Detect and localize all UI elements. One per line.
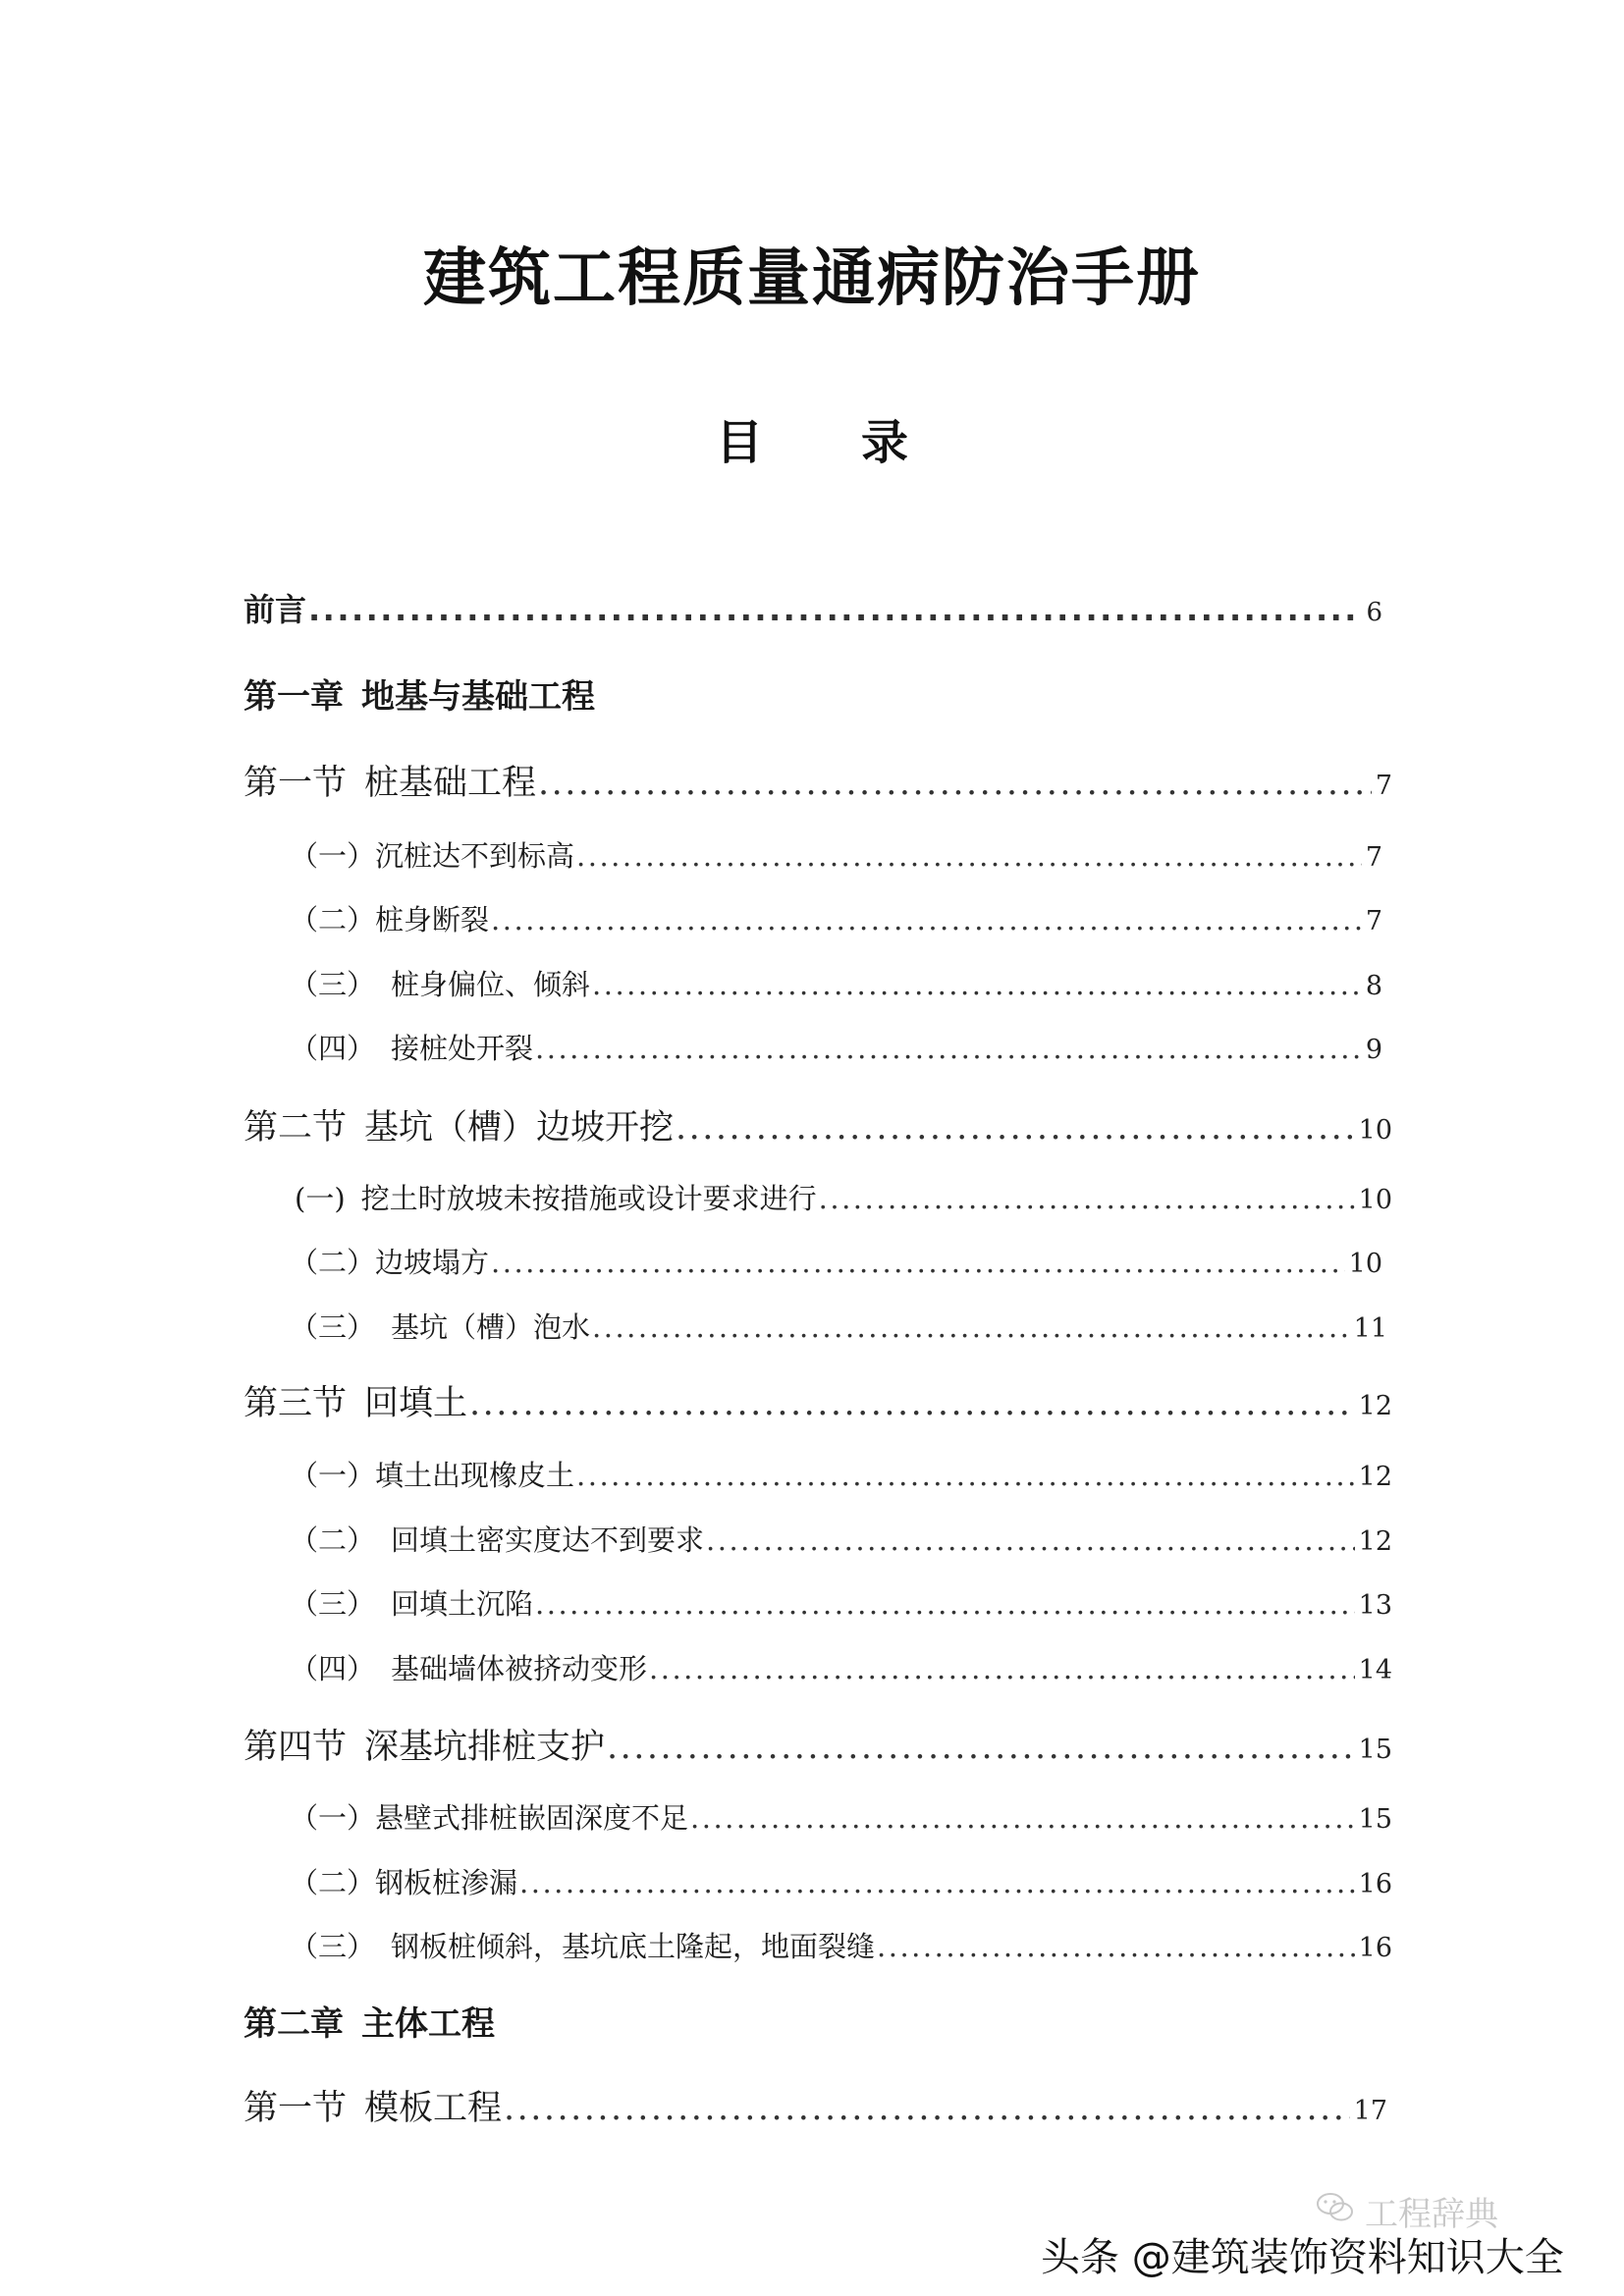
- toc-section-label: 基坑（槽）边坡开挖: [364, 1108, 675, 1148]
- toc-leader-dots: [308, 591, 1362, 628]
- toc-page-number: 7: [1365, 842, 1382, 873]
- toc-item-number: （三）: [290, 968, 376, 1001]
- toc-page-number: 13: [1358, 1590, 1392, 1621]
- toc-item-label: 基础墙体被挤动变形: [391, 1652, 648, 1685]
- toc-page-number: 12: [1358, 1526, 1392, 1557]
- toc-leader-dots: [504, 2089, 1350, 2128]
- toc-entry-label: 前言: [244, 591, 307, 628]
- toc-leader-dots: [676, 1108, 1355, 1148]
- toc-item-label: 桩身断裂: [375, 903, 490, 936]
- toc-leader-dots: [592, 968, 1362, 1001]
- toc-section[interactable]: [244, 2081, 1387, 2130]
- toc-leader-dots: [519, 1866, 1355, 1899]
- toc-leader-dots: [538, 764, 1372, 803]
- watermark-text: 头条 @建筑装饰资料知识大全: [1041, 2235, 1564, 2280]
- toc-item-number: (一): [295, 1182, 346, 1215]
- toc-section-label: 回填土: [364, 1384, 468, 1423]
- watermark-faint-text: 工程辞典: [1365, 2195, 1498, 2234]
- toc-item-label: 边坡塌方: [375, 1246, 490, 1279]
- toc-leader-dots: [491, 1246, 1345, 1279]
- toc-leader-dots: [819, 1182, 1355, 1215]
- toc-chapter-label: 主体工程: [361, 2004, 495, 2044]
- toc-item[interactable]: [290, 1861, 1392, 1901]
- toc-item-number: （一）: [290, 1459, 376, 1492]
- toc-item-number: （二）: [290, 1866, 376, 1899]
- toc-page-number: 7: [1375, 771, 1392, 801]
- toc-page-number: 8: [1365, 971, 1382, 1001]
- toc-item-label: 悬壁式排桩嵌固深度不足: [375, 1801, 689, 1835]
- toc-section[interactable]: [244, 1100, 1392, 1149]
- toc-leader-dots: [576, 1459, 1355, 1492]
- toc-section-number: 第二节: [244, 1108, 348, 1148]
- toc-chapter-number: 第二章: [244, 2004, 344, 2044]
- toc-section-number: 第三节: [244, 1384, 348, 1423]
- toc-leader-dots: [592, 1310, 1350, 1344]
- toc-section-number: 第四节: [244, 1728, 348, 1767]
- toc-page-number: 17: [1353, 2096, 1387, 2126]
- toc-item-label: 沉桩达不到标高: [375, 839, 575, 873]
- toc-item-label: 回填土沉陷: [391, 1587, 534, 1621]
- toc-item-number: （一）: [290, 1801, 376, 1835]
- toc-item[interactable]: [290, 1454, 1392, 1494]
- toc-item-label: 填土出现橡皮土: [375, 1459, 575, 1492]
- toc-section-label: 深基坑排桩支护: [364, 1728, 606, 1767]
- toc-item[interactable]: [290, 1306, 1387, 1346]
- toc-leader-dots: [607, 1728, 1355, 1767]
- toc-heading-right: 录: [861, 415, 909, 470]
- toc-page-number: 6: [1366, 598, 1382, 627]
- toc-heading: [0, 404, 1624, 472]
- toc-item[interactable]: [290, 1796, 1392, 1837]
- toc-section-label: 模板工程: [364, 2089, 503, 2128]
- wechat-icon: [1316, 2191, 1355, 2224]
- toc-section[interactable]: [244, 1720, 1392, 1769]
- toc-item-label: 回填土密实度达不到要求: [391, 1523, 705, 1557]
- toc-leader-dots: [690, 1801, 1355, 1835]
- toc-item[interactable]: [290, 1925, 1392, 1965]
- toc-heading-left: 目: [715, 415, 763, 470]
- toc-leader-dots: [706, 1523, 1355, 1557]
- toc-leader-dots: [877, 1930, 1355, 1963]
- toc-page-number: 11: [1353, 1313, 1387, 1344]
- toc-page-number: 12: [1358, 1462, 1392, 1492]
- toc-section-number: 第一节: [244, 2089, 348, 2128]
- toc-leader-dots: [469, 1384, 1355, 1423]
- toc-leader-dots: [535, 1587, 1355, 1621]
- toc-item[interactable]: [290, 1241, 1382, 1281]
- toc-item-number: （二）: [290, 1523, 376, 1557]
- toc-item[interactable]: [290, 1582, 1392, 1623]
- toc-item-number: （二）: [290, 903, 376, 936]
- toc-item[interactable]: [290, 1647, 1392, 1687]
- toc-leader-dots: [491, 903, 1362, 936]
- toc-page-number: 15: [1358, 1735, 1392, 1765]
- toc-page-number: 16: [1358, 1933, 1392, 1963]
- toc-page-number: 10: [1348, 1249, 1382, 1279]
- toc-leader-dots: [649, 1652, 1355, 1685]
- toc-section-number: 第一节: [244, 764, 348, 803]
- toc-chapter-number: 第一章: [244, 677, 344, 717]
- toc-item-label: 挖土时放坡未按措施或设计要求进行: [360, 1182, 817, 1215]
- toc-section[interactable]: [244, 756, 1392, 805]
- toc-item[interactable]: [295, 1177, 1392, 1217]
- toc-item-label: 接桩处开裂: [391, 1032, 534, 1065]
- toc-item-number: （一）: [290, 839, 376, 873]
- toc-item[interactable]: [290, 1027, 1382, 1067]
- toc-item-label: 钢板桩倾斜，基坑底土隆起，地面裂缝: [391, 1930, 876, 1963]
- toc-page-number: 10: [1358, 1185, 1392, 1215]
- toc-item-number: （三）: [290, 1587, 376, 1621]
- toc-item-label: 基坑（槽）泡水: [391, 1310, 591, 1344]
- toc-item-number: （三）: [290, 1930, 376, 1963]
- toc-page-number: 9: [1365, 1035, 1382, 1065]
- toc-item-number: （四）: [290, 1652, 376, 1685]
- toc-chapter-label: 地基与基础工程: [361, 677, 595, 717]
- toc-item-number: （四）: [290, 1032, 376, 1065]
- toc-page-number: 16: [1358, 1869, 1392, 1899]
- toc-leader-dots: [576, 839, 1362, 873]
- toc-leader-dots: [535, 1032, 1362, 1065]
- toc-item[interactable]: [290, 834, 1382, 875]
- toc-chapter[interactable]: [244, 669, 1382, 718]
- toc-item-label: 桩身偏位、倾斜: [391, 968, 591, 1001]
- toc-section[interactable]: [244, 1376, 1392, 1425]
- toc-page-number: 7: [1365, 906, 1382, 936]
- toc-chapter[interactable]: [244, 1997, 1382, 2045]
- toc-page-number: 10: [1358, 1115, 1392, 1146]
- toc-entry-preface[interactable]: [244, 585, 1382, 630]
- toc-section-label: 桩基础工程: [364, 764, 537, 803]
- toc-page-number: 15: [1358, 1804, 1392, 1835]
- toc-item[interactable]: [290, 1519, 1392, 1559]
- toc-item-number: （三）: [290, 1310, 376, 1344]
- document-title: 建筑工程质量通病防治手册: [423, 242, 1201, 315]
- toc-item[interactable]: [290, 898, 1382, 938]
- toc-item-number: （二）: [290, 1246, 376, 1279]
- toc-item-label: 钢板桩渗漏: [375, 1866, 518, 1899]
- toc-page-number: 14: [1358, 1655, 1392, 1685]
- toc-page-number: 12: [1358, 1391, 1392, 1421]
- toc-item[interactable]: [290, 963, 1382, 1003]
